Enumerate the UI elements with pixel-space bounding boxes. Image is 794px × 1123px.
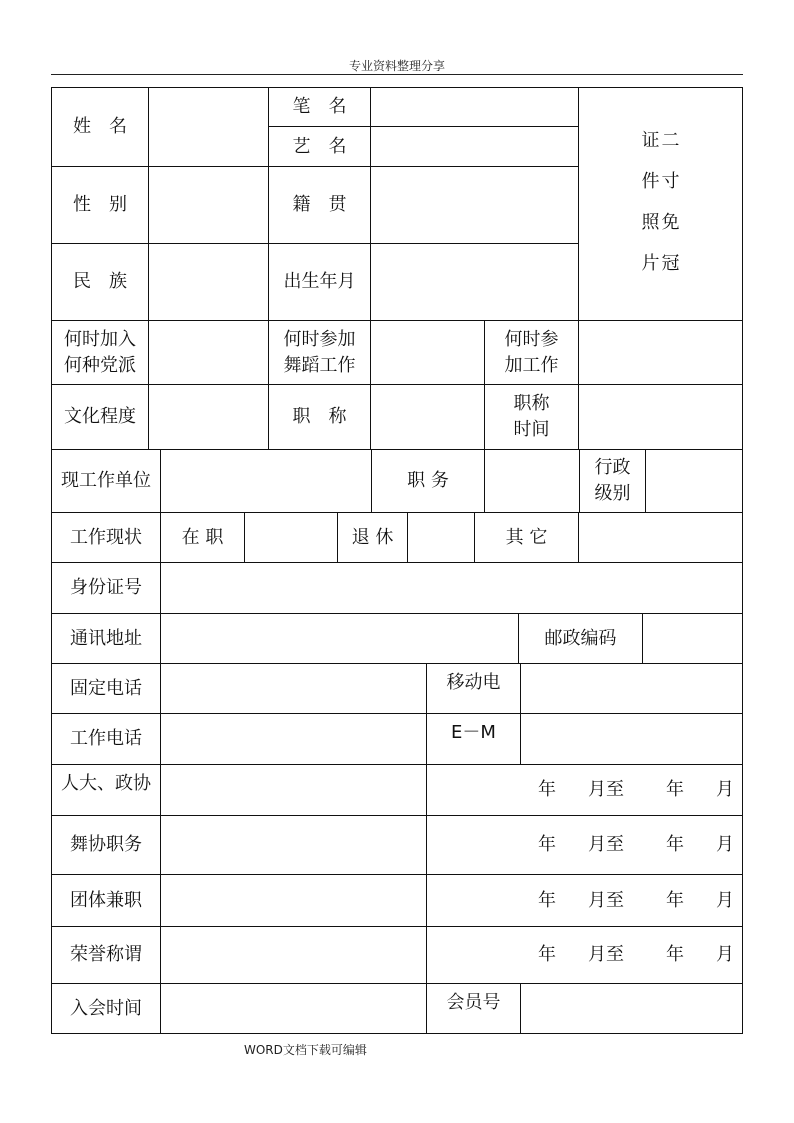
label-admin-level-line1: 行政 — [594, 457, 631, 478]
label-postcode: 邮政编码 — [519, 614, 643, 664]
label-title-time-line1: 职称 — [513, 393, 550, 414]
date-year-label: 年 — [666, 889, 684, 911]
label-join-time: 入会时间 — [52, 984, 161, 1033]
photo-caption — [641, 128, 681, 277]
field-birth[interactable] — [371, 244, 579, 321]
label-work-start — [485, 321, 579, 385]
label-admin-level — [580, 450, 646, 513]
photo-placeholder[interactable] — [579, 88, 742, 321]
page-header: 专业资料整理分享 — [348, 59, 445, 73]
header-divider — [51, 74, 743, 75]
field-title[interactable] — [371, 385, 485, 450]
photo-caption-char: 件 — [641, 171, 660, 192]
label-ethnicity: 民 族 — [52, 244, 149, 321]
label-current-unit: 现工作单位 — [52, 450, 161, 513]
date-month-to-label: 月至 — [588, 779, 624, 800]
field-admin-level[interactable] — [646, 450, 742, 513]
label-position: 职 务 — [372, 450, 485, 513]
label-dance-start-line2: 舞蹈工作 — [283, 354, 356, 376]
field-retired[interactable] — [408, 513, 475, 563]
date-month-label: 月 — [716, 944, 734, 965]
photo-caption-char: 二 — [661, 130, 680, 151]
label-in-service: 在 职 — [161, 513, 245, 563]
field-dance-assoc[interactable] — [161, 816, 427, 875]
date-year-label: 年 — [538, 889, 556, 911]
field-current-unit[interactable] — [161, 450, 372, 513]
label-title: 职 称 — [269, 385, 371, 450]
label-admin-level-line2: 级别 — [594, 483, 631, 504]
label-party — [52, 321, 149, 385]
label-education: 文化程度 — [52, 385, 149, 450]
field-hometown[interactable] — [371, 167, 579, 244]
date-year-label: 年 — [666, 944, 684, 965]
field-pen-name[interactable] — [371, 88, 579, 127]
label-title-time-line2: 时间 — [513, 419, 550, 440]
field-party[interactable] — [149, 321, 269, 385]
field-ethnicity[interactable] — [149, 244, 269, 321]
label-gender: 性 别 — [52, 167, 149, 244]
date-year-label: 年 — [666, 779, 684, 800]
field-honor[interactable] — [161, 927, 427, 984]
date-month-label: 月 — [716, 834, 734, 855]
field-group-post[interactable] — [161, 875, 427, 927]
photo-caption-char: 照 — [641, 212, 660, 233]
label-party-line2: 何种党派 — [64, 354, 136, 376]
photo-caption-char: 免 — [661, 212, 680, 233]
field-group-post-term[interactable] — [427, 875, 742, 927]
date-month-to-label: 月至 — [588, 889, 624, 911]
field-address[interactable] — [161, 614, 519, 664]
field-gender[interactable] — [149, 167, 269, 244]
label-work-phone: 工作电话 — [52, 714, 161, 765]
label-pen-name: 笔 名 — [269, 88, 371, 127]
field-member-no[interactable] — [521, 984, 742, 1033]
registration-form — [51, 87, 743, 1034]
page-footer: WORD文档下载可编辑 — [244, 1043, 367, 1057]
label-id-number: 身份证号 — [52, 563, 161, 614]
label-email: E－M — [427, 714, 521, 765]
field-postcode[interactable] — [643, 614, 742, 664]
photo-caption-char: 冠 — [661, 253, 680, 274]
field-honor-term[interactable] — [427, 927, 742, 984]
field-position[interactable] — [485, 450, 580, 513]
label-address: 通讯地址 — [52, 614, 161, 664]
label-name: 姓 名 — [52, 88, 149, 167]
field-id-number[interactable] — [161, 563, 742, 614]
field-npc-cppcc[interactable] — [161, 765, 427, 816]
label-member-no: 会员号 — [427, 984, 521, 1033]
date-year-label: 年 — [538, 944, 556, 965]
date-year-label: 年 — [666, 834, 684, 855]
label-hometown: 籍 贯 — [269, 167, 371, 244]
field-email[interactable] — [521, 714, 742, 765]
label-work-start-line1: 何时参 — [504, 328, 559, 350]
label-title-time — [485, 385, 579, 450]
field-dance-assoc-term[interactable] — [427, 816, 742, 875]
label-other: 其 它 — [475, 513, 579, 563]
field-name[interactable] — [149, 88, 269, 167]
field-landline[interactable] — [161, 664, 427, 714]
field-dance-start[interactable] — [371, 321, 485, 385]
date-month-to-label: 月至 — [588, 834, 624, 855]
label-dance-assoc: 舞协职务 — [52, 816, 161, 875]
field-education[interactable] — [149, 385, 269, 450]
field-npc-cppcc-term[interactable] — [427, 765, 742, 816]
label-work-status: 工作现状 — [52, 513, 161, 563]
photo-caption-char: 证 — [641, 130, 660, 151]
field-work-start[interactable] — [579, 321, 742, 385]
label-party-line1: 何时加入 — [64, 328, 136, 350]
date-month-label: 月 — [716, 889, 734, 911]
field-title-time[interactable] — [579, 385, 742, 450]
field-join-time[interactable] — [161, 984, 427, 1033]
date-year-label: 年 — [538, 779, 556, 800]
photo-caption-char: 片 — [641, 253, 660, 274]
label-retired: 退 休 — [338, 513, 408, 563]
label-work-start-line2: 加工作 — [504, 354, 559, 376]
label-group-post: 团体兼职 — [52, 875, 161, 927]
label-birth: 出生年月 — [269, 244, 371, 321]
label-mobile: 移动电 — [427, 664, 521, 714]
date-year-label: 年 — [538, 834, 556, 855]
field-in-service[interactable] — [245, 513, 338, 563]
date-month-to-label: 月至 — [588, 944, 624, 965]
label-dance-start-line1: 何时参加 — [283, 328, 356, 350]
label-art-name: 艺 名 — [269, 127, 371, 167]
label-npc-cppcc: 人大、政协 — [52, 765, 161, 816]
field-other[interactable] — [579, 513, 742, 563]
field-work-phone[interactable] — [161, 714, 427, 765]
field-art-name[interactable] — [371, 127, 579, 167]
label-dance-start — [269, 321, 371, 385]
date-month-label: 月 — [716, 779, 734, 800]
label-landline: 固定电话 — [52, 664, 161, 714]
photo-caption-char: 寸 — [661, 171, 680, 192]
label-honor: 荣誉称谓 — [52, 927, 161, 984]
field-mobile[interactable] — [521, 664, 742, 714]
